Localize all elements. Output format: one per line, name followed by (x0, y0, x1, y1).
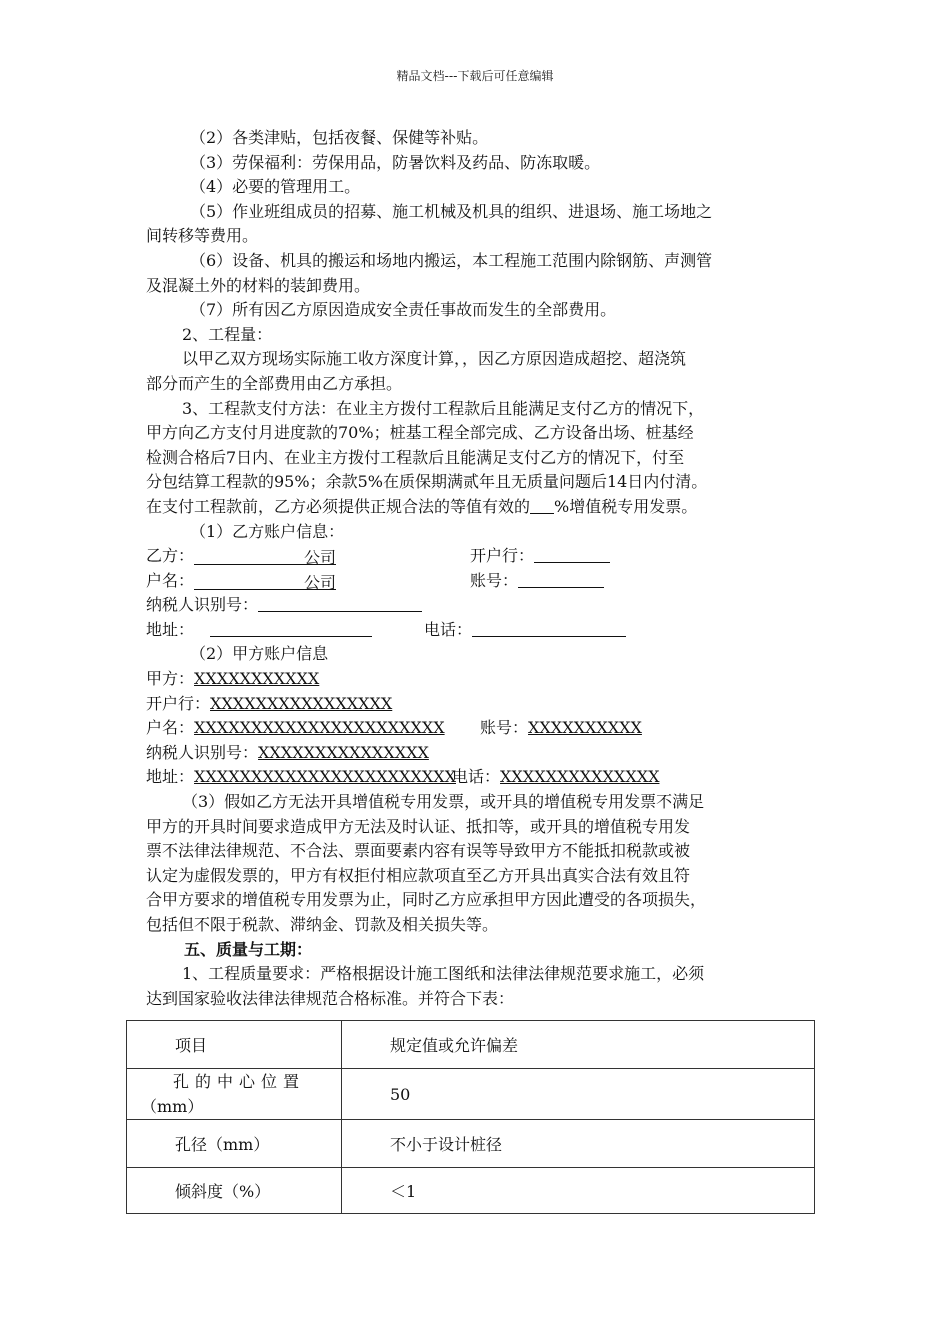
label: 开户行： (146, 693, 211, 713)
page-header: 精品文档---下载后可任意编辑 (396, 69, 554, 83)
account-no-field (470, 569, 604, 594)
company-suffix: 公司 (304, 548, 337, 568)
table-row (127, 1069, 815, 1120)
party-a-bank-row (146, 692, 814, 717)
label: 地址： (146, 619, 195, 639)
label: 账号： (470, 570, 519, 590)
paragraph: 检测合格后7日内、在业主方拨付工程款后且能满足支付乙方的情况下，付至 (146, 447, 685, 467)
value: XXXXXXXXXXXXXXXX (210, 693, 393, 713)
paragraph: 及混凝土外的材料的装卸费用。 (146, 275, 371, 295)
paragraph (146, 495, 814, 520)
account-no-blank (518, 569, 604, 588)
party-a-name-row (146, 667, 814, 692)
party-b-name-row (146, 544, 814, 569)
party-a-title: （2）甲方账户信息 (190, 644, 329, 664)
paragraph: （4）必要的管理用工。 (190, 177, 361, 197)
text: %增值税专用发票。 (554, 496, 698, 516)
paragraph: 部分而产生的全部费用由乙方承担。 (146, 373, 403, 393)
paragraph: （6）设备、机具的搬运和场地内搬运，本工程施工范围内除钢筋、声测管 (190, 250, 713, 270)
percent-blank (530, 495, 554, 514)
account-name-blank (194, 571, 336, 590)
table-cell (127, 1021, 342, 1069)
label: 开户行： (470, 546, 535, 566)
value: XXXXXXXXXXXXXXXXXXXXXX (194, 718, 445, 738)
label: 户名： (146, 718, 195, 738)
item-line2: （mm） (141, 1097, 204, 1116)
paragraph: 3、工程款支付方法：在业主方拨付工程款后且能满足支付乙方的情况下， (182, 398, 705, 418)
paragraph: （3）假如乙方无法开具增值税专用发票，或开具的增值税专用发票不满足 (182, 792, 705, 812)
table-cell (127, 1069, 342, 1120)
value: XXXXXXXXXXX (194, 669, 320, 689)
paragraph: 认定为虚假发票的，甲方有权拒付相应款项直至乙方开具出真实合法有效且符 (146, 865, 691, 885)
paragraph: 票不法律法律规范、不合法、票面要素内容有误等导致甲方不能抵扣税款或被 (146, 841, 691, 861)
table-cell (127, 1120, 342, 1168)
table-header-row (127, 1021, 815, 1069)
item: 倾斜度（%） (175, 1182, 271, 1201)
bank-blank (534, 544, 610, 563)
label: 账号： (480, 718, 529, 738)
paragraph: 以甲乙双方现场实际施工收方深度计算，，因乙方原因造成超挖、超浇筑 (182, 349, 687, 369)
company-suffix: 公司 (304, 572, 337, 592)
paragraph: 达到国家验收法律法律规范合格标准。并符合下表： (146, 988, 515, 1008)
party-b-tax-row (146, 593, 814, 618)
table-cell: 50 (342, 1069, 815, 1120)
paragraph: 甲方的开具时间要求造成甲方无法及时认证、抵扣等，或开具的增值税专用发 (146, 816, 691, 836)
paragraph: （3）劳保福利：劳保用品，防暑饮料及药品、防冻取暖。 (190, 152, 601, 172)
value: XXXXXXXXXXXXXX (500, 767, 660, 787)
table-row (127, 1168, 815, 1214)
phone-field (452, 765, 659, 790)
label: 电话： (452, 767, 501, 787)
section-heading: 2、工程量： (182, 324, 273, 344)
label: 乙方： (146, 546, 195, 566)
phone-blank (472, 618, 626, 637)
value: XXXXXXXXXXXXXXX (258, 742, 429, 762)
text: 在支付工程款前，乙方必须提供正规合法的等值有效的 (146, 496, 531, 516)
party-b-title: （1）乙方账户信息： (190, 521, 345, 541)
item-line1: 孔的中心位置 (173, 1072, 306, 1091)
label: 户名： (146, 570, 195, 590)
paragraph: 包括但不限于税款、滞纳金、罚款及相关损失等。 (146, 915, 499, 934)
label: 电话： (424, 619, 473, 639)
table-cell: 规定值或允许偏差 (342, 1021, 815, 1069)
paragraph: （2）各类津贴，包括夜餐、保健等补贴。 (190, 128, 489, 147)
party-b-account-row (146, 569, 814, 594)
party-b-address-row (146, 618, 814, 643)
tax-id-blank (258, 593, 422, 612)
table-cell (127, 1168, 342, 1214)
table-cell: 不小于设计桩径 (342, 1120, 815, 1168)
paragraph: 间转移等费用。 (146, 226, 259, 246)
paragraph: （5）作业班组成员的招募、施工机械及机具的组织、进退场、施工场地之 (190, 201, 713, 221)
label: 纳税人识别号： (146, 742, 259, 762)
address-blank (210, 618, 372, 637)
header-item: 项目 (175, 1036, 208, 1055)
label: 甲方： (146, 669, 195, 689)
phone-field (424, 618, 626, 643)
paragraph: 分包结算工程款的95%；余款5%在质保期满贰年且无质量问题后14日内付清。 (146, 472, 708, 492)
party-a-address-row (146, 765, 814, 790)
value: XXXXXXXXXXXXXXXXXXXXXXX (194, 767, 456, 787)
paragraph: 1、工程质量要求：严格根据设计施工图纸和法律法律规范要求施工，必须 (182, 964, 705, 984)
table-cell: ＜1 (342, 1168, 815, 1214)
table-row (127, 1120, 815, 1168)
section-title: 五、质量与工期： (184, 939, 313, 959)
name-blank (194, 546, 337, 568)
label: 地址： (146, 767, 195, 787)
value: XXXXXXXXXX (528, 718, 642, 738)
account-no-field (480, 716, 642, 741)
paragraph: 合甲方要求的增值税专用发票为止，同时乙方应承担甲方因此遭受的各项损失， (146, 890, 707, 910)
paragraph: 甲方向乙方支付月进度款的70%；桩基工程全部完成、乙方设备出场、桩基经 (146, 423, 694, 443)
bank-field (470, 544, 610, 569)
label: 纳税人识别号： (146, 595, 259, 615)
quality-table (126, 1020, 815, 1214)
document-body (146, 126, 814, 1011)
party-a-account-row (146, 716, 814, 741)
paragraph: （7）所有因乙方原因造成安全责任事故而发生的全部费用。 (190, 300, 617, 320)
party-a-tax-row (146, 741, 814, 766)
item: 孔径（mm） (175, 1135, 270, 1154)
item-multiline (127, 1069, 341, 1119)
